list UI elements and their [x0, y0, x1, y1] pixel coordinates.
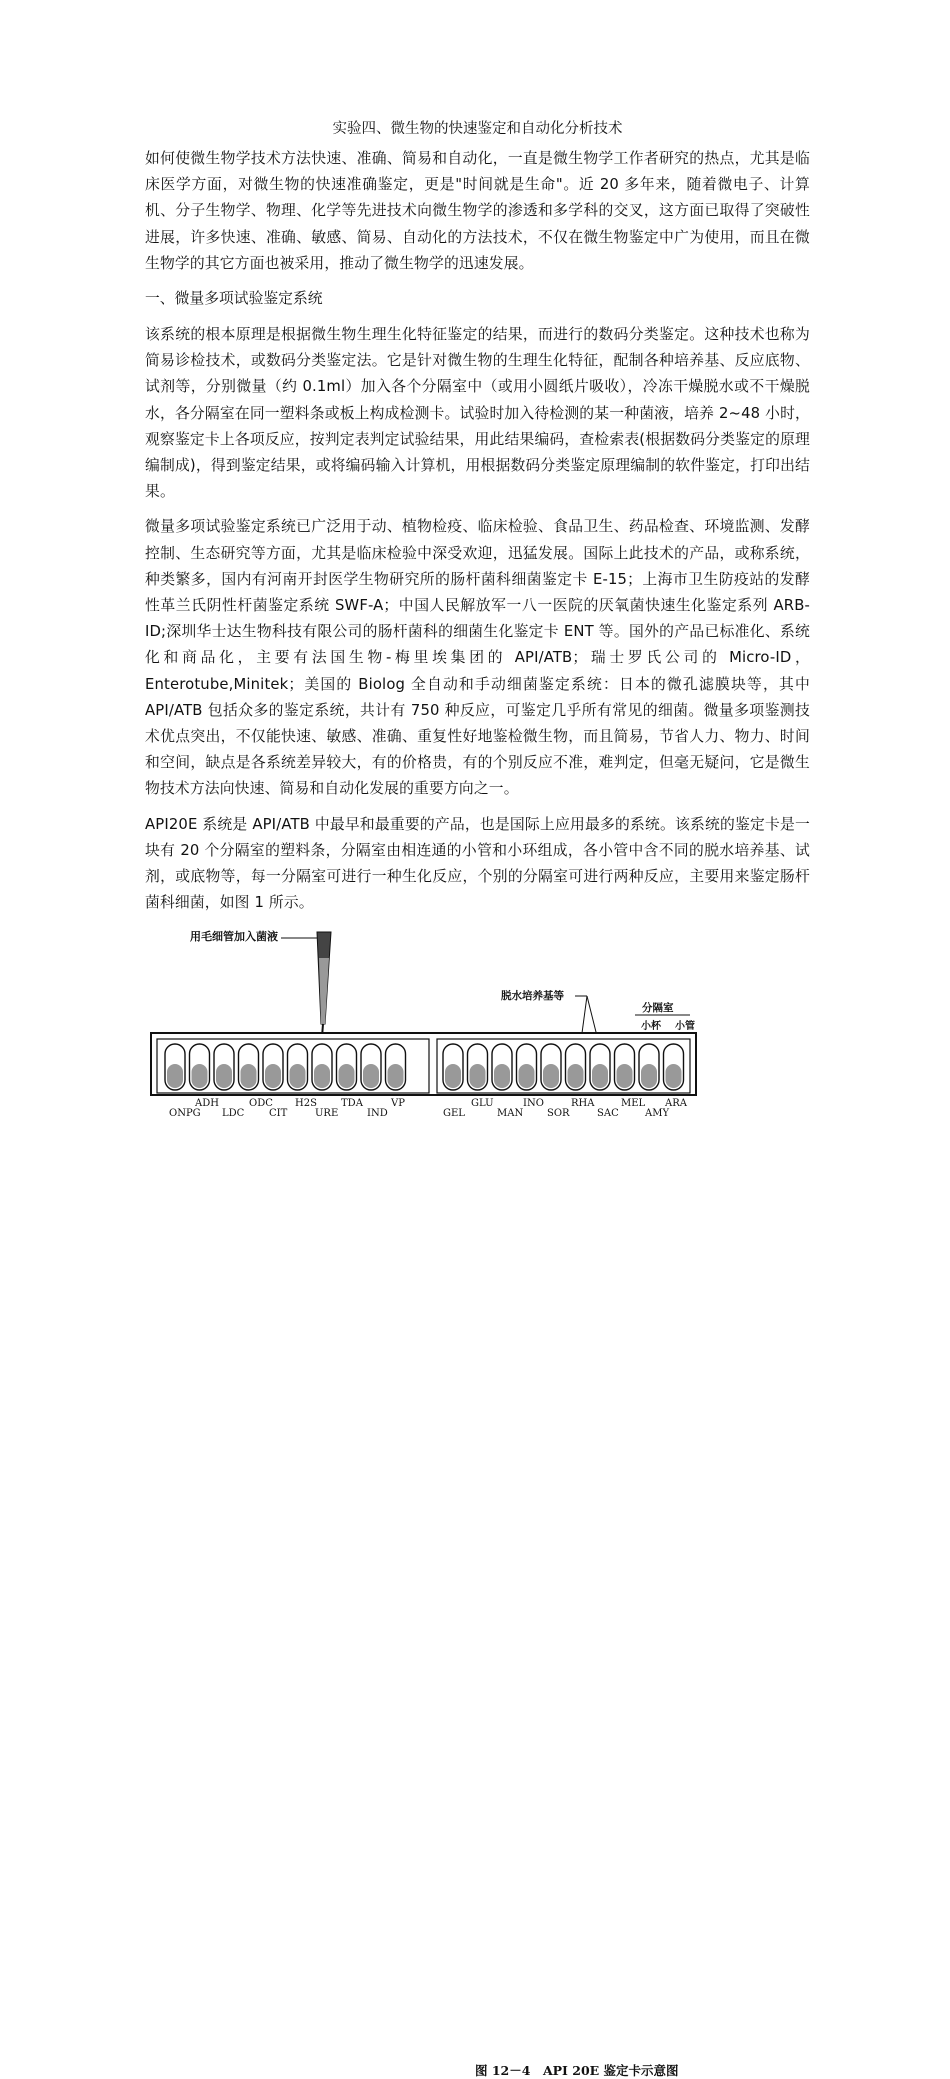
test-label: ADH: [195, 1098, 219, 1109]
compartment-tube-medium: [494, 1064, 510, 1088]
test-label: RHA: [571, 1098, 595, 1109]
compartment-tube-medium: [470, 1064, 486, 1088]
compartment-tube-medium: [339, 1064, 355, 1088]
cup-label: 小杯: [641, 1021, 661, 1032]
compartment-tube-medium: [363, 1064, 379, 1088]
compartment-tube-medium: [314, 1064, 330, 1088]
intro-paragraph: 如何使微生物学技术方法快速、准确、简易和自动化，一直是微生物学工作者研究的热点，尤其是临床医学方面，对微生物的快速准确鉴定，更是"时间就是生命"。近 20 多年来，随着微电子、计算机、分子生物学、物理、化学等先进技术向微生物学的渗透和多学科的交叉，这方面已取得了突破性进展，许多快速、准确、敏感、简易、自动化的方法技术，不仅在微生物鉴定中广为使用，而且在微生物学的其它方面也被采用，推动了微生物学的迅速发展。: [145, 150, 810, 272]
test-labels: [169, 1098, 688, 1119]
applications-paragraph: 微量多项试验鉴定系统已广泛用于动、植物检疫、临床检验、食品卫生、药品检查、环境监测、发酵控制、生态研究等方面，尤其是临床检验中深受欢迎，迅猛发展。国际上此技术的产品，或称系统，种类繁多，国内有河南开封医学生物研究所的肠杆菌科细菌鉴定卡 E-15；上海市卫生防疫站的发酵性革兰氏阴性杆菌鉴定系统 SWF-A；中国人民解放军一八一医院的厌氧菌快速生化鉴定系列 ARB-ID;深圳华士达生物科技有限公司的肠杆菌科的细菌生化鉴定卡 ENT 等。国外的产品已标准化、系统化和商品化，主要有法国生物-梅里埃集团的 API/ATB；瑞士罗氏公司的 Micro-ID，Enterotube,Minitek；美国的 Biolog 全自动和手动细菌鉴定系统：日本的微孔滤膜块等，其中 API/ATB 包括众多的鉴定系统，共计有 750 种反应，可鉴定几乎所有常见的细菌。微量多项鉴测技术优点突出，不仅能快速、敏感、准确、重复性好地鉴检微生物，而且简易，节省人力、物力、时间和空间，缺点是各系统差异较大，有的价格贵，有的个别反应不准，难判定，但毫无疑问，它是微生物技术方法向快速、简易和自动化发展的重要方向之一。: [145, 518, 810, 798]
test-label: AMY: [645, 1108, 670, 1119]
test-label: GEL: [443, 1108, 465, 1119]
compartment-label: 分隔室: [642, 1002, 674, 1014]
document-title: 实验四、微生物的快速鉴定和自动化分析技术: [332, 121, 623, 137]
test-label: CIT: [269, 1108, 288, 1119]
compartment-tube-medium: [241, 1064, 257, 1088]
test-label: INO: [523, 1098, 544, 1109]
test-label: TDA: [341, 1098, 363, 1109]
test-label: SAC: [597, 1108, 619, 1119]
compartment-tube-medium: [543, 1064, 559, 1088]
compartment-tube-medium: [617, 1064, 633, 1088]
compartment-tube-medium: [167, 1064, 183, 1088]
compartment-tube-medium: [290, 1064, 306, 1088]
test-label: MAN: [497, 1108, 524, 1119]
compartment-tube-medium: [592, 1064, 608, 1088]
compartment-tube-medium: [641, 1064, 657, 1088]
test-label: VP: [391, 1098, 405, 1109]
test-label: H2S: [295, 1098, 317, 1109]
compartment-tube-medium: [445, 1064, 461, 1088]
compartment-tube-medium: [192, 1064, 208, 1088]
pipette-label: 用毛细管加入菌液: [190, 930, 278, 943]
compartment-tube-medium: [216, 1064, 232, 1088]
document-body: [145, 108, 810, 925]
compartment-tube-medium: [666, 1064, 682, 1088]
test-label: SOR: [547, 1108, 570, 1119]
api20e-paragraph: API20E 系统是 API/ATB 中最早和最重要的产品，也是国际上应用最多的系统。该系统的鉴定卡是一块有 20 个分隔室的塑料条，分隔室由相连通的小管和小环组成，各小管中含不同的脱水培养基、试剂，或底物等，每一分隔室可进行一种生化反应，个别的分隔室可进行两种反应，主要用来鉴定肠杆菌科细菌，如图 1 所示。: [145, 815, 810, 912]
figure-caption: 图 12－4 API 20E 鉴定卡示意图: [475, 2063, 679, 2078]
compartment-tube-medium: [388, 1064, 404, 1088]
tube-label: 小管: [675, 1021, 695, 1032]
api20e-strip-diagram: [145, 918, 705, 1143]
test-label: IND: [367, 1108, 388, 1119]
principle-paragraph: 该系统的根本原理是根据微生物生理生化特征鉴定的结果，而进行的数码分类鉴定。这种技术也称为简易诊检技术，或数码分类鉴定法。它是针对微生物的生理生化特征，配制各种培养基、反应底物、试剂等，分别微量（约 0.1ml）加入各个分隔室中（或用小圆纸片吸收），冷冻干燥脱水或不干燥脱水，各分隔室在同一塑料条或板上构成检测卡。试验时加入待检测的某一种菌液，培养 2~48 小时，观察鉴定卡上各项反应，按判定表判定试验结果，用此结果编码，查检索表(根据数码分类鉴定的原理编制成)，得到鉴定结果，或将编码输入计算机，用根据数码分类鉴定原理编制的软件鉴定，打印出结果。: [145, 326, 810, 501]
compartment-tube-medium: [568, 1064, 584, 1088]
compartment-tube-medium: [265, 1064, 281, 1088]
test-label: URE: [315, 1108, 339, 1119]
compartment-tube-medium: [519, 1064, 535, 1088]
test-label: GLU: [471, 1098, 494, 1109]
api20e-figure: [145, 918, 705, 2078]
test-label: MEL: [621, 1098, 646, 1109]
medium-label: 脱水培养基等: [501, 990, 564, 1002]
test-label: ONPG: [169, 1108, 201, 1119]
test-label: ODC: [249, 1098, 273, 1109]
test-label: ARA: [665, 1098, 687, 1109]
test-label: LDC: [222, 1108, 245, 1119]
section-heading: 一、微量多项试验鉴定系统: [145, 290, 323, 308]
